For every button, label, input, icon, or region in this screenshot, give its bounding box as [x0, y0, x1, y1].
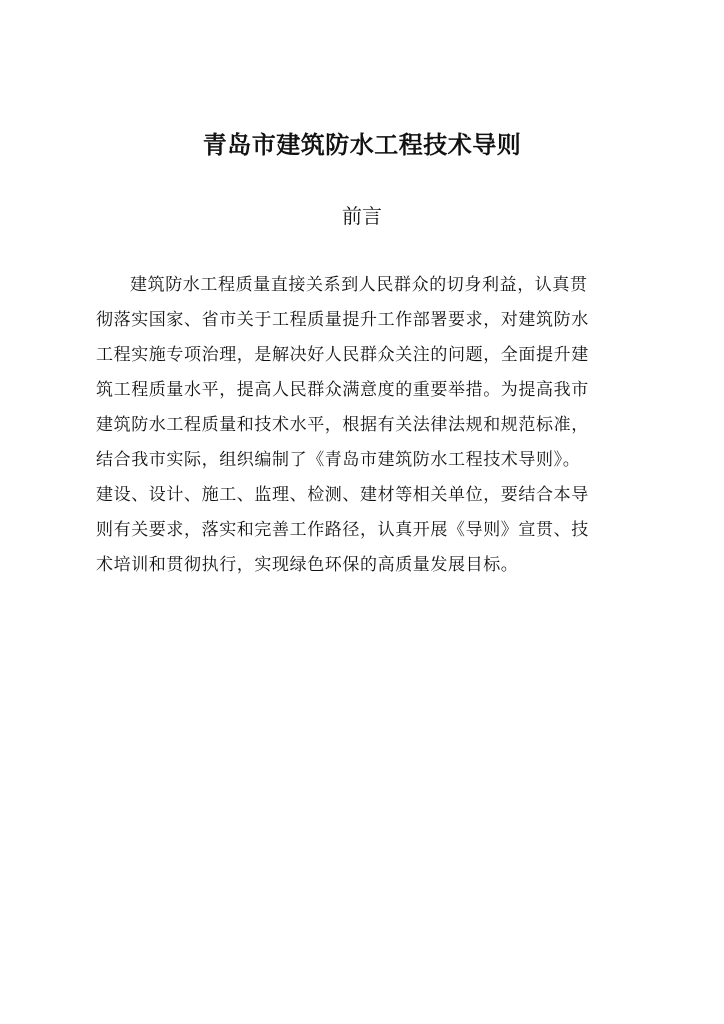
- section-heading: 前言: [342, 204, 382, 228]
- paragraph-line: 工程实施专项治理，是解决好人民群众关注的问题，全面提升建: [96, 345, 589, 365]
- paragraph-line: 术培训和贯彻执行，实现绿色环保的高质量发展目标。: [96, 555, 519, 575]
- paragraph-line: 筑工程质量水平，提高人民群众满意度的重要举措。为提高我市: [96, 380, 589, 400]
- paragraph-line: 结合我市实际，组织编制了《青岛市建筑防水工程技术导则》。: [96, 450, 581, 470]
- paragraph-line: 建筑防水工程质量和技术水平，根据有关法律法规和规范标准，: [96, 415, 589, 435]
- paragraph-line: 则有关要求，落实和完善工作路径，认真开展《导则》宣贯、技: [96, 520, 589, 540]
- paragraph-line: 建筑防水工程质量直接关系到人民群众的切身利益，认真贯: [130, 275, 588, 295]
- document-title: 青岛市建筑防水工程技术导则: [202, 130, 522, 159]
- paragraph-line: 彻落实国家、省市关于工程质量提升工作部署要求，对建筑防水: [96, 310, 589, 330]
- paragraph-line: 建设、设计、施工、监理、检测、建材等相关单位，要结合本导: [96, 485, 589, 505]
- preface-paragraph: [96, 268, 632, 583]
